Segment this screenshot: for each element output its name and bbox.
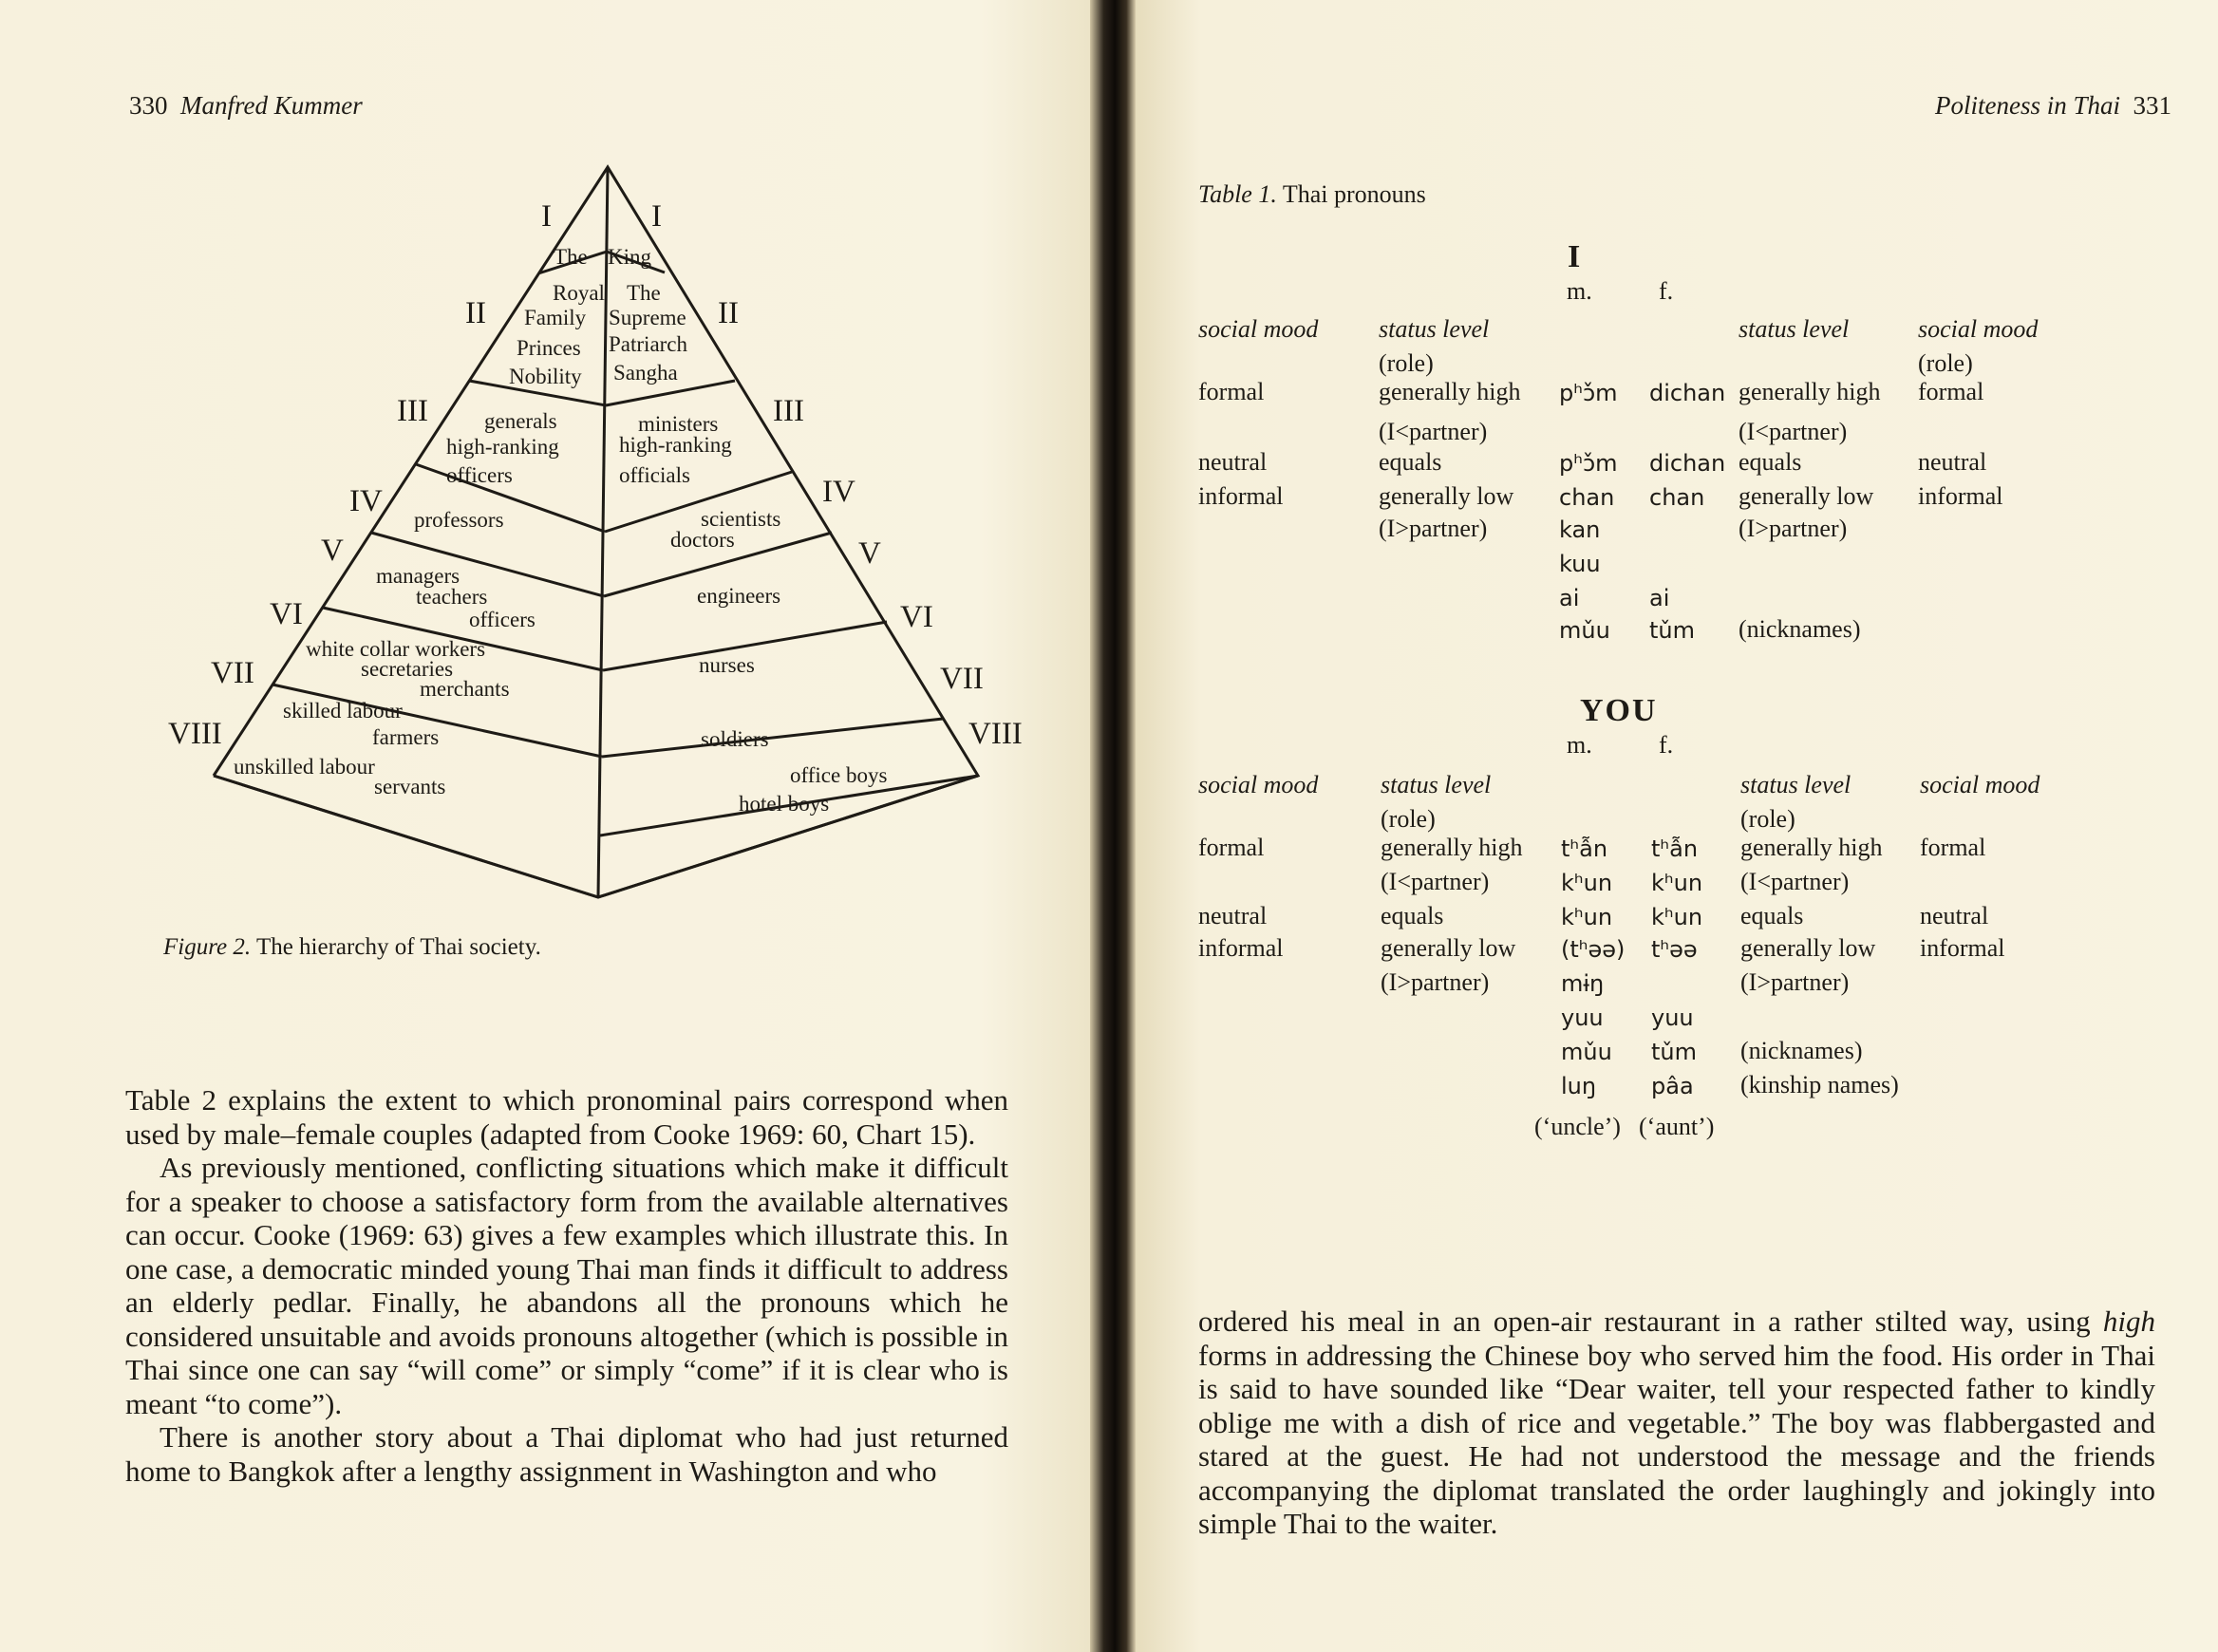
pronoun-male: (tʰəə) [1561, 936, 1626, 963]
figure-label: doctors [670, 528, 735, 552]
figure-label: Royal [553, 281, 605, 305]
right-body-text [1198, 1305, 2155, 1541]
mood-cell-right: neutral [1920, 902, 1989, 929]
pronoun-female: kʰun [1651, 870, 1703, 896]
paragraph-segment: ordered his meal in an open-air restaurant in a rather stilted way, using [1198, 1305, 2103, 1338]
header-female: f. [1659, 277, 1674, 305]
pronoun-male: kan [1559, 516, 1601, 543]
table-caption [1198, 180, 1426, 209]
mood-cell: informal [1198, 482, 1284, 510]
mood-cell-right: neutral [1918, 448, 1987, 476]
figure-label: ministers [638, 412, 719, 436]
pronoun-female: ai [1649, 585, 1670, 611]
pronoun-male: kuu [1559, 551, 1601, 577]
status-cell-right: (I>partner) [1739, 515, 1848, 542]
mood-cell: neutral [1198, 902, 1268, 929]
pronoun-female: dichan [1649, 380, 1726, 406]
role-label-right: (role) [1918, 349, 1973, 377]
pronoun-male: tʰẫn [1561, 835, 1608, 862]
level-label: I [541, 199, 552, 234]
pronoun-male: luŋ [1561, 1073, 1597, 1099]
left-page [0, 0, 1090, 1652]
section-heading-i: I [1568, 239, 1583, 274]
figure-label: The [554, 245, 588, 269]
pronoun-female: kʰun [1651, 904, 1703, 930]
pronoun-female: tʰəə [1651, 936, 1698, 963]
table-label: Table 1. [1198, 180, 1277, 208]
status-cell-right: (I>partner) [1740, 968, 1850, 996]
figure-caption-text: The hierarchy of Thai society. [255, 934, 541, 960]
paragraph-emphasis: high [2102, 1305, 2155, 1338]
pronoun-male: yuu [1561, 1004, 1604, 1031]
status-cell: (I<partner) [1379, 418, 1488, 445]
figure-label: servants [374, 775, 446, 798]
mood-cell-right: formal [1920, 834, 1986, 861]
role-label-right: (role) [1740, 805, 1795, 833]
figure-label: soldiers [701, 727, 769, 751]
figure-label: white collar workers [306, 637, 486, 661]
mood-cell: formal [1198, 378, 1265, 405]
gloss-male: (‘uncle’) [1534, 1113, 1621, 1140]
level-label: VII [940, 662, 984, 696]
section-heading-you: YOU [1580, 693, 1658, 728]
header-status-level-right: status level [1740, 771, 1851, 798]
status-cell-right: (nicknames) [1740, 1037, 1863, 1064]
status-cell-right: (I<partner) [1739, 418, 1848, 445]
status-cell: generally low [1379, 482, 1514, 510]
mood-cell-right: informal [1920, 934, 2005, 962]
figure-label: Family [524, 306, 587, 329]
status-cell-right: (nicknames) [1739, 615, 1861, 643]
figure-label: merchants [420, 677, 510, 701]
paragraph: There is another story about a Thai diplomat who had just returned home to Bangkok after a lengthy assignment in Washington and who [125, 1420, 1008, 1488]
role-label: (role) [1381, 805, 1436, 833]
page-number-left: 330 [129, 91, 168, 120]
status-cell-right: (kinship names) [1740, 1071, 1899, 1098]
level-label: VI [270, 597, 303, 631]
level-label: III [773, 394, 804, 428]
figure-caption-label: Figure 2. [163, 934, 252, 960]
figure-label: secretaries [361, 657, 454, 681]
header-social-mood: social mood [1198, 315, 1319, 343]
figure-label: generals [484, 409, 557, 433]
pronoun-male: mǔu [1561, 1039, 1612, 1065]
level-label: III [397, 394, 428, 428]
status-cell: generally low [1381, 934, 1516, 962]
status-cell: (I<partner) [1381, 868, 1490, 895]
figure-label: managers [376, 564, 461, 588]
header-male: m. [1567, 277, 1592, 305]
hierarchy-pyramid-figure [0, 0, 1090, 930]
header-status-level: status level [1381, 771, 1492, 798]
level-label: I [651, 199, 662, 234]
page-number-right: 331 [2133, 91, 2171, 120]
running-head-right [1935, 91, 2171, 121]
figure-label: professors [414, 508, 504, 532]
figure-label: farmers [372, 725, 440, 749]
header-status-level-right: status level [1739, 315, 1850, 343]
mood-cell: neutral [1198, 448, 1268, 476]
status-cell: (I>partner) [1379, 515, 1488, 542]
header-social-mood: social mood [1198, 771, 1319, 798]
paragraph-segment: forms in addressing the Chinese boy who served him the food. His order in Thai is said to have sounded like “Dear waiter, tell your respected father to kindly oblige me with a dish of rice and vegetable.” The boy was flabbergasted and stared at the guest. He had not understood the message and the friends accompanying the diplomat translated the order laughingly and jokingly into simple Thai to the waiter. [1198, 1338, 2155, 1540]
right-page [1136, 0, 2218, 1652]
figure-label: officials [619, 463, 690, 487]
figure-label: Supreme [609, 306, 686, 329]
figure-label: Patriarch [609, 332, 688, 356]
pronoun-female: tǔm [1651, 1039, 1697, 1065]
status-cell-right: generally high [1739, 378, 1881, 405]
figure-label: nurses [699, 653, 755, 677]
level-label: IV [822, 475, 855, 509]
author-name: Manfred Kummer [180, 91, 363, 120]
left-body-text [125, 1083, 1008, 1488]
figure-label: engineers [697, 584, 781, 608]
status-cell-right: equals [1740, 902, 1804, 929]
status-cell: (I>partner) [1381, 968, 1490, 996]
status-cell-right: generally low [1740, 934, 1876, 962]
gloss-female: (‘aunt’) [1639, 1113, 1715, 1140]
header-status-level: status level [1379, 315, 1490, 343]
status-cell-right: generally low [1739, 482, 1874, 510]
status-cell: generally high [1379, 378, 1521, 405]
figure-label: teachers [416, 585, 488, 609]
mood-cell-right: informal [1918, 482, 2003, 510]
figure-label: Nobility [509, 365, 582, 388]
status-cell-right: (I<partner) [1740, 868, 1850, 895]
table-title: Thai pronouns [1282, 180, 1426, 208]
mood-cell: formal [1198, 834, 1265, 861]
paragraph: Table 2 explains the extent to which pronominal pairs correspond when used by male–female couples (adapted from Cooke 1969: 60, Chart 15). [125, 1083, 1008, 1151]
level-label: VIII [968, 717, 1023, 751]
role-label: (role) [1379, 349, 1434, 377]
figure-label: hotel boys [739, 792, 830, 816]
level-label: II [465, 296, 486, 330]
figure-label: officers [469, 608, 536, 631]
level-label: V [858, 536, 881, 571]
figure-label: officers [446, 463, 513, 487]
figure-label: unskilled labour [234, 755, 375, 779]
figure-label: skilled labour [283, 699, 403, 723]
pronoun-female: dichan [1649, 450, 1726, 477]
figure-label: Princes [517, 336, 581, 360]
figure-label: King [608, 245, 651, 269]
header-male: m. [1567, 731, 1592, 759]
paragraph: As previously mentioned, conflicting situations which make it difficult for a speaker to choose a satisfactory form from the available alternatives can occur. Cooke (1969: 63) gives a few examples which illustrate this. In one case, a democratic minded young Thai man finds it difficult to address an elderly pedlar. Finally, he abandons all the pronouns which he considered unsuitable and avoids pronouns altogether (which is possible in Thai since one can say “will come” or simply “come” if it is clear who is meant “to come”). [125, 1151, 1008, 1420]
mood-cell-right: formal [1918, 378, 1984, 405]
pronoun-female: tʰẫn [1651, 835, 1699, 862]
figure-label: office boys [790, 763, 888, 787]
pronoun-female: yuu [1651, 1004, 1694, 1031]
status-cell-right: generally high [1740, 834, 1883, 861]
figure-label: Sangha [613, 361, 678, 385]
pronoun-male: mǔu [1559, 617, 1610, 644]
status-cell: generally high [1381, 834, 1523, 861]
pronoun-female: tǔm [1649, 617, 1695, 644]
figure-label: high-ranking [619, 433, 732, 457]
paragraph [1198, 1305, 2155, 1541]
pyramid-lines [214, 167, 978, 897]
pronoun-male: pʰɔ̌m [1559, 380, 1618, 406]
book-gutter [1090, 0, 1136, 1652]
figure-label: high-ranking [446, 435, 559, 459]
pronoun-male: ai [1559, 585, 1580, 611]
header-female: f. [1659, 731, 1674, 759]
pronoun-male: chan [1559, 484, 1615, 511]
figure-label: scientists [701, 507, 781, 531]
header-social-mood-right: social mood [1920, 771, 2040, 798]
pronoun-male: kʰun [1561, 870, 1613, 896]
level-label: IV [349, 484, 383, 518]
figure-caption [163, 934, 541, 961]
pronoun-male: mɨŋ [1561, 970, 1605, 997]
status-cell-right: equals [1739, 448, 1802, 476]
status-cell: equals [1379, 448, 1442, 476]
header-social-mood-right: social mood [1918, 315, 2039, 343]
level-label: VI [900, 600, 933, 634]
pronoun-male: pʰɔ̌m [1559, 450, 1618, 477]
status-cell: equals [1381, 902, 1444, 929]
pronoun-female: pâa [1651, 1073, 1694, 1099]
level-label: V [321, 534, 344, 568]
level-label: VIII [168, 717, 222, 751]
running-title: Politeness in Thai [1935, 91, 2120, 120]
mood-cell: informal [1198, 934, 1284, 962]
figure-label: The [627, 281, 661, 305]
level-label: VII [211, 656, 254, 690]
pronoun-male: kʰun [1561, 904, 1613, 930]
pronoun-female: chan [1649, 484, 1705, 511]
level-label: II [718, 296, 739, 330]
